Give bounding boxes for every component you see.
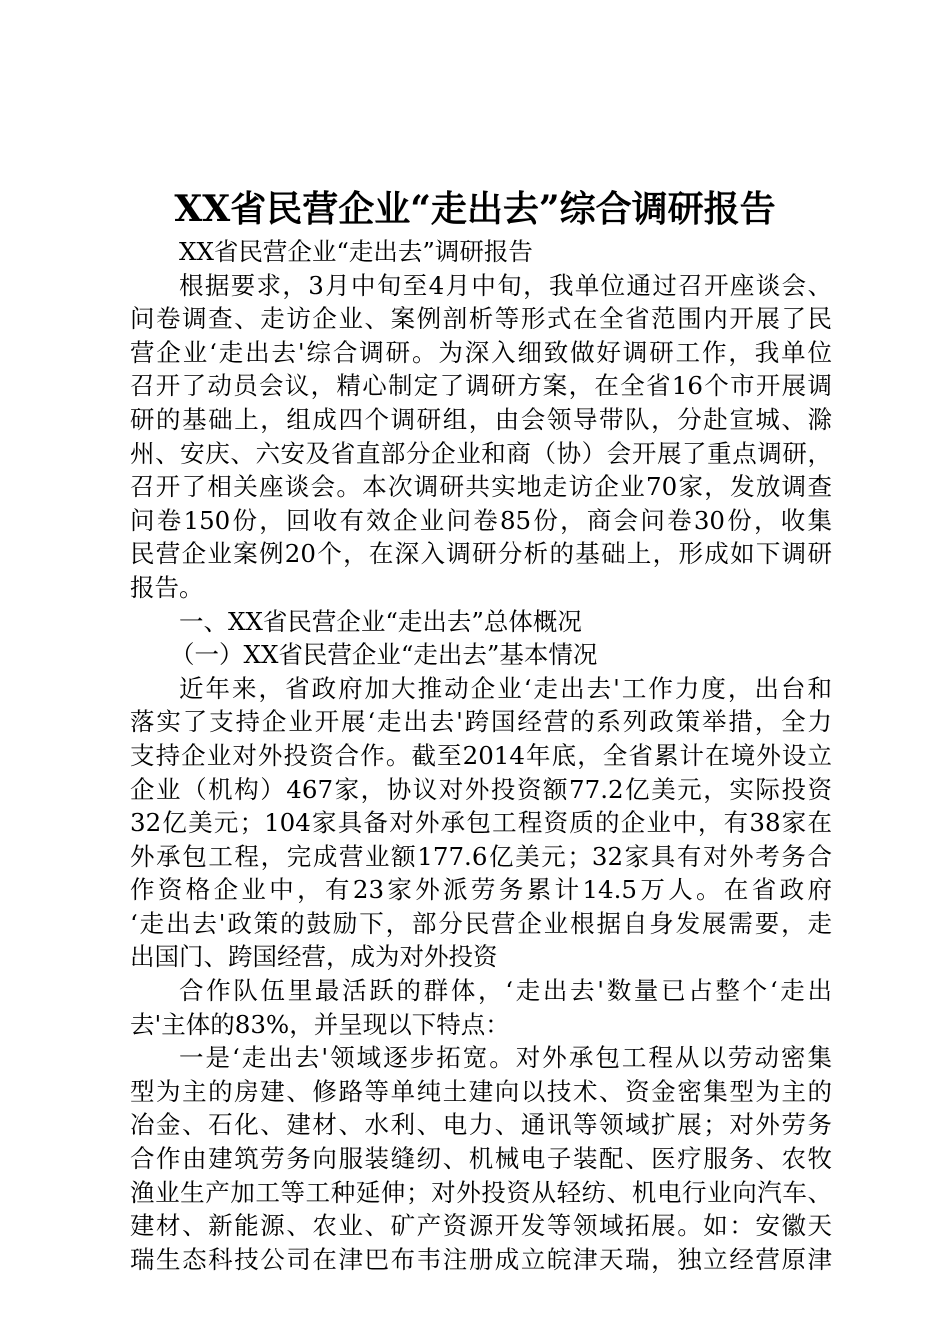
paragraph-line: 企业（机构）467家，协议对外投资额77.2亿美元，实际投资 — [130, 774, 832, 804]
paragraph-line: 去'主体的83%，并呈现以下特点： — [130, 1009, 510, 1039]
intro-paragraph — [130, 269, 832, 605]
subsection-heading — [130, 638, 832, 672]
paragraph-point-one — [130, 1041, 832, 1276]
document-body — [130, 235, 832, 1276]
paragraph-line: 一是‘走出去'领域逐步拓宽。对外承包工程从以劳动密集 — [179, 1043, 832, 1073]
paragraph-line: 营企业‘走出去'综合调研。为深入细致做好调研工作，我单位 — [130, 337, 832, 367]
paragraph-line: 召开了动员会议，精心制定了调研方案，在全省16个市开展调 — [130, 371, 832, 401]
paragraph-line: 支持企业对外投资合作。截至2014年底，全省累计在境外设立 — [130, 740, 832, 770]
paragraph-overview — [130, 672, 832, 974]
subtitle — [130, 235, 832, 269]
section-heading — [130, 605, 832, 639]
paragraph-line: 合作由建筑劳务向服装缝纫、机械电子装配、医疗服务、农牧 — [130, 1144, 832, 1174]
document-title: XX省民营企业“走出去”综合调研报告 — [174, 188, 776, 230]
paragraph-line: 合作队伍里最活跃的群体，‘走出去'数量已占整个‘走出 — [179, 976, 832, 1006]
paragraph-line: 召开了相关座谈会。本次调研共实地走访企业70家，发放调查 — [130, 472, 832, 502]
paragraph-line: 渔业生产加工等工种延伸；对外投资从轻纺、机电行业向汽车、 — [130, 1177, 832, 1207]
subtitle-line: XX省民营企业“走出去”调研报告 — [179, 237, 533, 266]
paragraph-line: 建材、新能源、农业、矿产资源开发等领域拓展。如：安徽天 — [130, 1211, 832, 1241]
section-heading-text: 一、XX省民营企业“走出去”总体概况 — [179, 606, 582, 636]
paragraph-line: 问卷调查、走访企业、案例剖析等形式在全省范围内开展了民 — [130, 304, 832, 334]
paragraph-line: 瑞生态科技公司在津巴布韦注册成立皖津天瑞，独立经营原津 — [130, 1244, 832, 1274]
paragraph-line: 近年来，省政府加大推动企业‘走出去'工作力度，出台和 — [179, 673, 832, 703]
paragraph-line: 根据要求，3月中旬至4月中旬，我单位通过召开座谈会、 — [179, 270, 832, 300]
paragraph-line: 作资格企业中，有23家外派劳务累计14.5万人。在省政府 — [130, 875, 832, 905]
paragraph-line: 报告。 — [130, 572, 204, 602]
paragraph-line: 外承包工程，完成营业额177.6亿美元；32家具有对外考务合 — [130, 841, 832, 871]
paragraph-line: 问卷150份，回收有效企业问卷85份，商会问卷30份，收集 — [130, 505, 832, 535]
paragraph-line: 32亿美元；104家具备对外承包工程资质的企业中，有38家在 — [130, 808, 832, 838]
paragraph-line: 州、安庆、六安及省直部分企业和商（协）会开展了重点调研， — [130, 438, 832, 468]
paragraph-line: 冶金、石化、建材、水利、电力、通讯等领域扩展；对外劳务 — [130, 1110, 832, 1140]
paragraph-line: ‘走出去'政策的鼓励下，部分民营企业根据自身发展需要，走 — [130, 908, 832, 938]
paragraph-line: 落实了支持企业开展‘走出去'跨国经营的系列政策举措，全力 — [130, 707, 832, 737]
subsection-heading-text: （一）XX省民营企业“走出去”基本情况 — [170, 640, 598, 670]
paragraph-line: 民营企业案例20个，在深入调研分析的基础上，形成如下调研 — [130, 539, 832, 569]
paragraph-features — [130, 974, 832, 1041]
paragraph-line: 出国门、跨国经营，成为对外投资 — [130, 942, 498, 972]
paragraph-line: 研的基础上，组成四个调研组，由会领导带队，分赴宣城、滁 — [130, 404, 832, 434]
paragraph-line: 型为主的房建、修路等单纯土建向以技术、资金密集型为主的 — [130, 1076, 832, 1106]
